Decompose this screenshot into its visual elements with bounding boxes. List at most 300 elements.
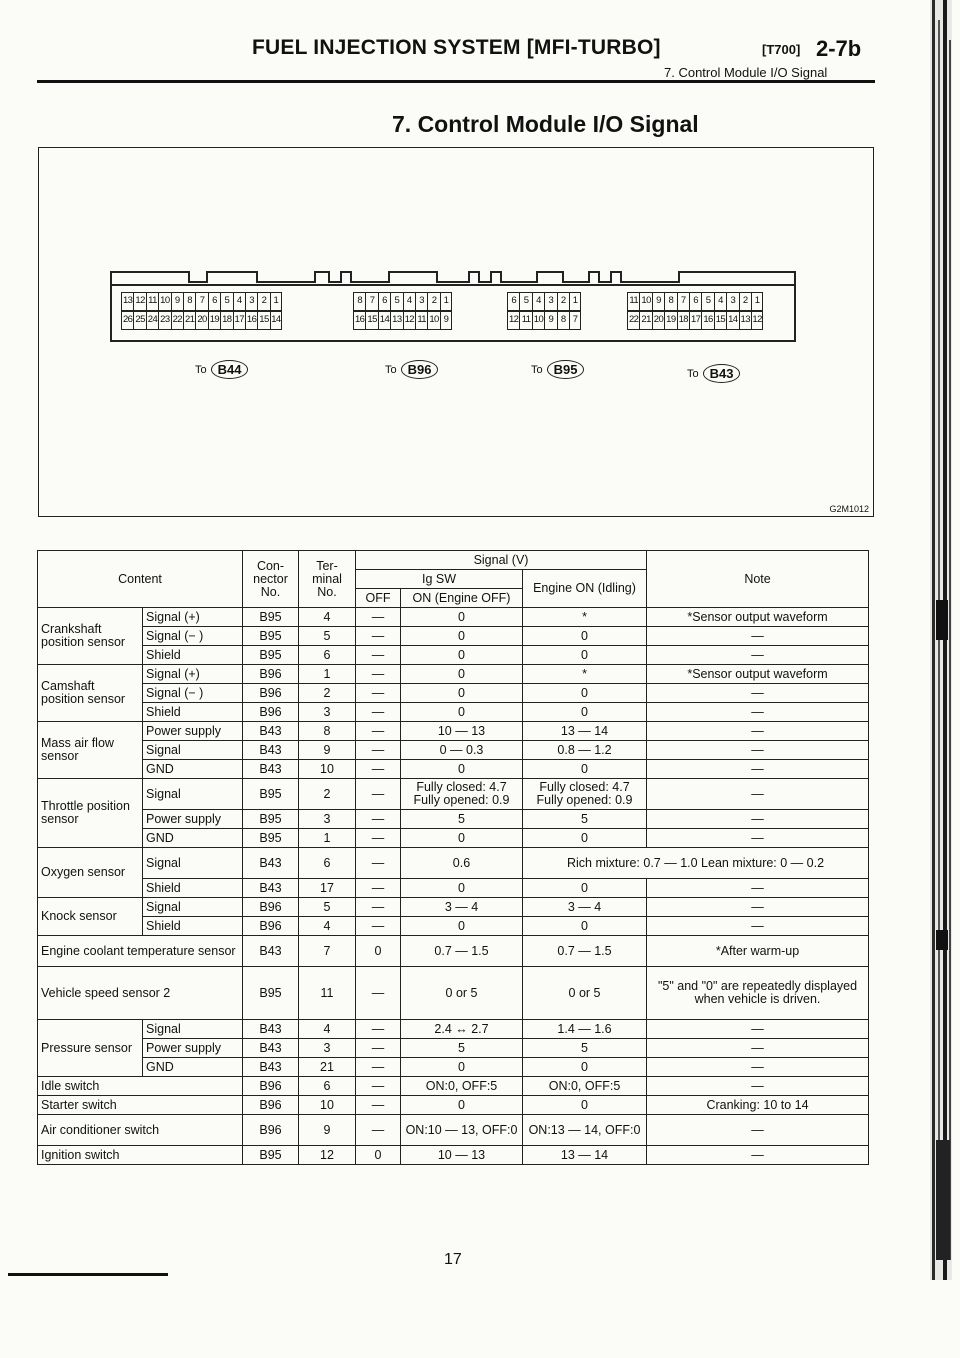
row-off: — (356, 646, 401, 665)
row-note: — (647, 779, 869, 810)
row-connector: B95 (243, 627, 299, 646)
row-item: Shield (143, 917, 243, 936)
row-note: — (647, 703, 869, 722)
pin-b44-1: 1 (270, 293, 282, 310)
row-item: Signal (143, 898, 243, 917)
row-group: Vehicle speed sensor 2 (38, 967, 243, 1020)
row-terminal: 21 (299, 1058, 356, 1077)
row-off: — (356, 810, 401, 829)
row-on: 3 — 4 (401, 898, 523, 917)
connector-b95-top-row (507, 292, 581, 311)
row-item: Power supply (143, 722, 243, 741)
pin-b44-16: 16 (245, 312, 257, 329)
row-on: 10 — 13 (401, 1146, 523, 1165)
row-item: Shield (143, 646, 243, 665)
row-note: — (647, 1115, 869, 1146)
header-connector: Con-nector No. (243, 551, 299, 608)
connector-b43-top-row (627, 292, 763, 311)
row-note: — (647, 684, 869, 703)
row-on: 0 (401, 1096, 523, 1115)
pin-b44-2: 2 (257, 293, 269, 310)
row-note: — (647, 1077, 869, 1096)
pin-b95-4: 4 (532, 293, 544, 310)
pin-b43-22: 22 (627, 312, 639, 329)
row-note: *After warm-up (647, 936, 869, 967)
footer-rule (8, 1273, 168, 1276)
row-terminal: 9 (299, 1115, 356, 1146)
row-idle: 0 (523, 829, 647, 848)
row-off: — (356, 1115, 401, 1146)
row-terminal: 11 (299, 967, 356, 1020)
row-group: Mass air flow sensor (38, 722, 143, 779)
page-header-title: FUEL INJECTION SYSTEM [MFI-TURBO] (252, 36, 661, 59)
row-terminal: 6 (299, 646, 356, 665)
table-row (38, 936, 869, 967)
table-row (38, 627, 869, 646)
pin-b44-14: 14 (270, 312, 282, 329)
row-note: — (647, 627, 869, 646)
row-item: GND (143, 760, 243, 779)
row-terminal: 2 (299, 684, 356, 703)
pin-b43-21: 21 (639, 312, 651, 329)
pin-b96-1: 1 (440, 293, 452, 310)
pin-b95-12: 12 (507, 312, 519, 329)
header-content: Content (38, 551, 243, 608)
connector-b44-top-row (121, 292, 282, 311)
connector-b96-top-row (353, 292, 452, 311)
pin-b43-8: 8 (664, 293, 676, 310)
row-item: Signal (143, 741, 243, 760)
row-item: GND (143, 829, 243, 848)
pin-b96-10: 10 (427, 312, 439, 329)
pin-b95-7: 7 (569, 312, 581, 329)
row-idle: 13 — 14 (523, 1146, 647, 1165)
pin-b96-4: 4 (403, 293, 415, 310)
pin-b96-11: 11 (415, 312, 427, 329)
connector-diagram (38, 147, 874, 517)
header-signal: Signal (V) (356, 551, 647, 570)
row-terminal: 17 (299, 879, 356, 898)
header-engine-on: Engine ON (Idling) (523, 570, 647, 608)
row-connector: B96 (243, 665, 299, 684)
row-on: 0 (401, 1058, 523, 1077)
pin-b43-11: 11 (627, 293, 639, 310)
row-item: Power supply (143, 810, 243, 829)
row-off: — (356, 1096, 401, 1115)
row-off: — (356, 1077, 401, 1096)
pin-b44-12: 12 (133, 293, 145, 310)
row-terminal: 1 (299, 665, 356, 684)
pin-b43-7: 7 (677, 293, 689, 310)
row-terminal: 12 (299, 1146, 356, 1165)
connector-housing-outline (39, 148, 873, 516)
connector-label-b43 (687, 364, 740, 383)
pin-b44-9: 9 (171, 293, 183, 310)
row-item: Signal (143, 848, 243, 879)
pin-b96-16: 16 (353, 312, 365, 329)
table-row (38, 703, 869, 722)
row-connector: B95 (243, 829, 299, 848)
row-item: Signal (− ) (143, 627, 243, 646)
row-note: — (647, 1146, 869, 1165)
pin-b43-2: 2 (739, 293, 751, 310)
pin-b44-7: 7 (195, 293, 207, 310)
row-note: *Sensor output waveform (647, 608, 869, 627)
connector-b96-bottom-row (353, 311, 452, 330)
table-row (38, 760, 869, 779)
row-group: Starter switch (38, 1096, 243, 1115)
row-off: 0 (356, 936, 401, 967)
row-off: — (356, 917, 401, 936)
row-on: 2.4 ↔ 2.7 (401, 1020, 523, 1039)
row-idle: Rich mixture: 0.7 — 1.0 Lean mixture: 0 — 0.2 (523, 848, 869, 879)
row-connector: B43 (243, 760, 299, 779)
row-connector: B43 (243, 1039, 299, 1058)
row-off: — (356, 829, 401, 848)
table-header-row (38, 551, 869, 570)
row-connector: B96 (243, 684, 299, 703)
connector-label-b96 (385, 360, 438, 379)
table-row (38, 646, 869, 665)
row-connector: B95 (243, 608, 299, 627)
pin-b43-15: 15 (714, 312, 726, 329)
pin-b44-24: 24 (146, 312, 158, 329)
row-idle: 0 (523, 1096, 647, 1115)
row-on: 0 (401, 684, 523, 703)
row-off: — (356, 1020, 401, 1039)
table-row (38, 1077, 869, 1096)
row-idle: ON:13 — 14, OFF:0 (523, 1115, 647, 1146)
pin-b96-9: 9 (440, 312, 452, 329)
connector-b43-bottom-row (627, 311, 763, 330)
connector-id-oval: B44 (211, 360, 249, 379)
pin-b43-12: 12 (751, 312, 763, 329)
row-idle: 0 (523, 646, 647, 665)
row-off: — (356, 779, 401, 810)
row-note: — (647, 741, 869, 760)
pin-b44-3: 3 (245, 293, 257, 310)
pin-b44-17: 17 (233, 312, 245, 329)
pin-b43-10: 10 (639, 293, 651, 310)
row-connector: B96 (243, 703, 299, 722)
pin-b96-8: 8 (353, 293, 365, 310)
row-connector: B96 (243, 1115, 299, 1146)
table-row (38, 741, 869, 760)
row-off: — (356, 760, 401, 779)
pin-b44-4: 4 (233, 293, 245, 310)
pin-b43-20: 20 (652, 312, 664, 329)
table-row (38, 1020, 869, 1039)
row-connector: B43 (243, 848, 299, 879)
io-signal-table (37, 550, 869, 1165)
table-row (38, 898, 869, 917)
to-text: To (531, 363, 543, 376)
row-terminal: 6 (299, 848, 356, 879)
scan-edge-artifact (928, 0, 956, 1280)
table-row (38, 1039, 869, 1058)
to-text: To (195, 363, 207, 376)
pin-b96-12: 12 (403, 312, 415, 329)
row-idle: 0 (523, 703, 647, 722)
row-idle: 0 (523, 879, 647, 898)
row-group: Oxygen sensor (38, 848, 143, 898)
row-terminal: 4 (299, 1020, 356, 1039)
header-off: OFF (356, 589, 401, 608)
row-item: Shield (143, 703, 243, 722)
table-row (38, 608, 869, 627)
pin-b44-13: 13 (121, 293, 133, 310)
row-off: — (356, 627, 401, 646)
row-note: — (647, 1058, 869, 1077)
row-off: — (356, 1058, 401, 1077)
row-terminal: 3 (299, 1039, 356, 1058)
connector-label-b95 (531, 360, 584, 379)
section-title: 7. Control Module I/O Signal (392, 111, 699, 137)
pin-b44-15: 15 (257, 312, 269, 329)
row-connector: B43 (243, 1020, 299, 1039)
row-item: Signal (− ) (143, 684, 243, 703)
pin-b96-13: 13 (390, 312, 402, 329)
row-connector: B95 (243, 810, 299, 829)
pin-b44-20: 20 (195, 312, 207, 329)
pin-b95-2: 2 (557, 293, 569, 310)
table-row (38, 967, 869, 1020)
pin-b44-23: 23 (158, 312, 170, 329)
row-on: 0 or 5 (401, 967, 523, 1020)
header-subtitle: 7. Control Module I/O Signal (664, 65, 828, 80)
pin-b44-10: 10 (158, 293, 170, 310)
row-note: "5" and "0" are repeatedly displayed when vehicle is driven. (647, 967, 869, 1020)
pin-b44-22: 22 (171, 312, 183, 329)
row-connector: B96 (243, 917, 299, 936)
pin-b96-6: 6 (378, 293, 390, 310)
row-on: 0 (401, 665, 523, 684)
pin-b96-2: 2 (427, 293, 439, 310)
pin-b43-4: 4 (714, 293, 726, 310)
row-off: — (356, 684, 401, 703)
row-off: — (356, 967, 401, 1020)
row-group: Engine coolant temperature sensor (38, 936, 243, 967)
pin-b96-14: 14 (378, 312, 390, 329)
pin-b43-14: 14 (726, 312, 738, 329)
pin-b43-9: 9 (652, 293, 664, 310)
row-note: — (647, 879, 869, 898)
row-idle: ON:0, OFF:5 (523, 1077, 647, 1096)
pin-b43-13: 13 (739, 312, 751, 329)
header-note: Note (647, 551, 869, 608)
row-item: Power supply (143, 1039, 243, 1058)
row-connector: B95 (243, 646, 299, 665)
row-idle: 0 (523, 627, 647, 646)
pin-b43-3: 3 (726, 293, 738, 310)
row-connector: B43 (243, 936, 299, 967)
connector-b95-bottom-row (507, 311, 581, 330)
row-terminal: 10 (299, 1096, 356, 1115)
table-row (38, 779, 869, 810)
row-on: 0 (401, 760, 523, 779)
row-off: — (356, 848, 401, 879)
row-item: Signal (143, 1020, 243, 1039)
pin-b43-6: 6 (689, 293, 701, 310)
table-row (38, 684, 869, 703)
row-connector: B96 (243, 898, 299, 917)
row-group: Ignition switch (38, 1146, 243, 1165)
pin-b43-17: 17 (689, 312, 701, 329)
table-row (38, 810, 869, 829)
pin-b44-11: 11 (146, 293, 158, 310)
connector-id-oval: B96 (401, 360, 439, 379)
pin-b44-6: 6 (208, 293, 220, 310)
pin-b95-10: 10 (532, 312, 544, 329)
pin-b95-9: 9 (544, 312, 556, 329)
row-note: — (647, 829, 869, 848)
connector-id-oval: B95 (547, 360, 585, 379)
row-terminal: 7 (299, 936, 356, 967)
row-note: — (647, 646, 869, 665)
header-on-engine-off: ON (Engine OFF) (401, 589, 523, 608)
row-on: 0.7 — 1.5 (401, 936, 523, 967)
row-idle: 0 (523, 1058, 647, 1077)
pin-b96-15: 15 (365, 312, 377, 329)
row-terminal: 5 (299, 898, 356, 917)
row-off: — (356, 608, 401, 627)
pin-b95-6: 6 (507, 293, 519, 310)
row-terminal: 1 (299, 829, 356, 848)
connector-id-oval: B43 (703, 364, 741, 383)
pin-b95-1: 1 (569, 293, 581, 310)
table-row (38, 879, 869, 898)
table-row (38, 1096, 869, 1115)
row-off: — (356, 703, 401, 722)
row-connector: B95 (243, 779, 299, 810)
table-row (38, 917, 869, 936)
page-number: 17 (444, 1251, 462, 1268)
figure-id: G2M1012 (829, 504, 869, 514)
table-row (38, 1058, 869, 1077)
pin-b96-3: 3 (415, 293, 427, 310)
table-row (38, 1115, 869, 1146)
row-idle: 5 (523, 810, 647, 829)
row-on: 10 — 13 (401, 722, 523, 741)
row-idle: 0 (523, 760, 647, 779)
row-on: 0 (401, 829, 523, 848)
pin-b95-3: 3 (544, 293, 556, 310)
row-note: — (647, 722, 869, 741)
row-connector: B43 (243, 722, 299, 741)
row-item: Signal (+) (143, 665, 243, 684)
row-idle: 0.8 — 1.2 (523, 741, 647, 760)
row-off: — (356, 722, 401, 741)
row-idle: 0 (523, 917, 647, 936)
pin-b44-21: 21 (183, 312, 195, 329)
pin-b43-5: 5 (701, 293, 713, 310)
pin-b95-5: 5 (519, 293, 531, 310)
header-ig-sw: Ig SW (356, 570, 523, 589)
to-text: To (385, 363, 397, 376)
row-on: ON:0, OFF:5 (401, 1077, 523, 1096)
row-terminal: 3 (299, 810, 356, 829)
header-terminal: Ter-minal No. (299, 551, 356, 608)
row-terminal: 3 (299, 703, 356, 722)
row-on: 0 (401, 917, 523, 936)
row-note: *Sensor output waveform (647, 665, 869, 684)
row-terminal: 9 (299, 741, 356, 760)
table-row (38, 1146, 869, 1165)
row-note: — (647, 917, 869, 936)
row-idle: Fully closed: 4.7 Fully opened: 0.9 (523, 779, 647, 810)
row-group: Crankshaft position sensor (38, 608, 143, 665)
header-page-ref: 2-7b (816, 36, 862, 61)
pin-b44-8: 8 (183, 293, 195, 310)
connector-label-b44 (195, 360, 248, 379)
row-idle: 13 — 14 (523, 722, 647, 741)
pin-b43-18: 18 (677, 312, 689, 329)
row-group: Camshaft position sensor (38, 665, 143, 722)
row-terminal: 4 (299, 917, 356, 936)
row-on: 0 (401, 646, 523, 665)
row-terminal: 10 (299, 760, 356, 779)
row-note: — (647, 810, 869, 829)
pin-b95-8: 8 (557, 312, 569, 329)
row-terminal: 8 (299, 722, 356, 741)
row-off: — (356, 879, 401, 898)
row-idle: 5 (523, 1039, 647, 1058)
row-connector: B95 (243, 967, 299, 1020)
row-idle: 0 (523, 684, 647, 703)
row-terminal: 5 (299, 627, 356, 646)
pin-b44-25: 25 (133, 312, 145, 329)
row-item: Signal (+) (143, 608, 243, 627)
row-item: GND (143, 1058, 243, 1077)
row-group: Knock sensor (38, 898, 143, 936)
row-idle: * (523, 608, 647, 627)
row-note: — (647, 1039, 869, 1058)
pin-b44-19: 19 (208, 312, 220, 329)
row-group: Air conditioner switch (38, 1115, 243, 1146)
row-on: 5 (401, 810, 523, 829)
row-off: — (356, 741, 401, 760)
row-connector: B95 (243, 1146, 299, 1165)
row-item: Signal (143, 779, 243, 810)
header-rule (37, 80, 875, 83)
row-idle: * (523, 665, 647, 684)
row-on: 0 (401, 608, 523, 627)
row-on: 0 (401, 627, 523, 646)
pin-b44-26: 26 (121, 312, 133, 329)
pin-b43-16: 16 (701, 312, 713, 329)
table-row (38, 722, 869, 741)
row-note: — (647, 1020, 869, 1039)
connector-b44-bottom-row (121, 311, 282, 330)
row-idle: 1.4 — 1.6 (523, 1020, 647, 1039)
pin-b43-19: 19 (664, 312, 676, 329)
row-on: 0 (401, 879, 523, 898)
row-on: 0.6 (401, 848, 523, 879)
row-on: ON:10 — 13, OFF:0 (401, 1115, 523, 1146)
table-row (38, 848, 869, 879)
pin-b96-7: 7 (365, 293, 377, 310)
row-group: Idle switch (38, 1077, 243, 1096)
row-on: Fully closed: 4.7 Fully opened: 0.9 (401, 779, 523, 810)
table-row (38, 829, 869, 848)
row-group: Pressure sensor (38, 1020, 143, 1077)
row-terminal: 6 (299, 1077, 356, 1096)
to-text: To (687, 367, 699, 380)
row-connector: B96 (243, 1077, 299, 1096)
row-connector: B96 (243, 1096, 299, 1115)
row-group: Throttle position sensor (38, 779, 143, 848)
pin-b95-11: 11 (519, 312, 531, 329)
